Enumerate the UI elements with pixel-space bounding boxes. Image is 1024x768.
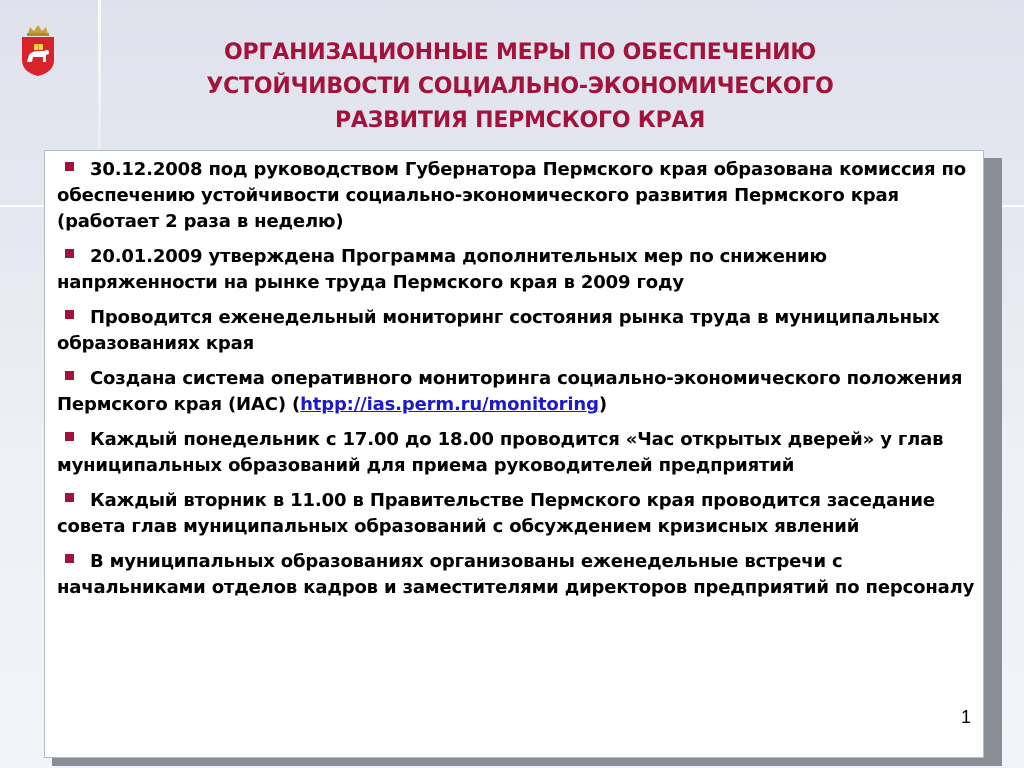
monitoring-link[interactable]: htpp://ias.perm.ru/monitoring xyxy=(300,394,599,415)
measures-list xyxy=(57,157,975,610)
square-bullet-icon xyxy=(65,554,74,563)
list-item-text-end: ) xyxy=(598,394,607,415)
slide-title xyxy=(120,36,920,138)
title-line-1: ОРГАНИЗАЦИОННЫЕ МЕРЫ ПО ОБЕСПЕЧЕНИЮ xyxy=(224,40,816,65)
square-bullet-icon xyxy=(65,493,74,502)
list-item-text: Создана система оперативного мониторинга социально-экономического положения Пермского края (ИАС) ( xyxy=(57,368,963,415)
list-item-text: Проводится еженедельный мониторинг состояния рынка труда в муниципальных образованиях края xyxy=(57,307,940,354)
list-item-text: Каждый понедельник с 17.00 до 18.00 проводится «Час открытых дверей» у глав муниципальных образований для приема руководителей предприятий xyxy=(57,429,944,476)
list-item xyxy=(57,427,975,479)
list-item xyxy=(57,244,975,296)
list-item-text: Каждый вторник в 11.00 в Правительстве Пермского края проводится заседание совета глав муниципальных образований с обсуждением кризисных явлений xyxy=(57,490,935,537)
square-bullet-icon xyxy=(65,432,74,441)
list-item-text: В муниципальных образованиях организованы еженедельные встречи с начальниками отделов кадров и заместителями директоров предприятий по персоналу xyxy=(57,551,975,598)
square-bullet-icon xyxy=(65,162,74,171)
title-line-2: УСТОЙЧИВОСТИ СОЦИАЛЬНО-ЭКОНОМИЧЕСКОГО xyxy=(206,74,834,99)
list-item-text: 30.12.2008 под руководством Губернатора Пермского края образована комиссия по обеспечению устойчивости социально-экономического развития Пермского края (работает 2 раза в неделю) xyxy=(57,159,966,232)
title-line-3: РАЗВИТИЯ ПЕРМСКОГО КРАЯ xyxy=(334,108,706,133)
list-item-text: 20.01.2009 утверждена Программа дополнительных мер по снижению напряженности на рынке труда Пермского края в 2009 году xyxy=(57,246,827,293)
square-bullet-icon xyxy=(65,310,74,319)
decorative-horizontal-line-left xyxy=(0,205,48,207)
list-item xyxy=(57,305,975,357)
page-number: 1 xyxy=(961,707,972,727)
perm-krai-coat-of-arms-icon xyxy=(18,22,58,78)
content-panel xyxy=(44,150,984,758)
square-bullet-icon xyxy=(65,371,74,380)
list-item xyxy=(57,366,975,418)
square-bullet-icon xyxy=(65,249,74,258)
decorative-vertical-line xyxy=(98,0,101,150)
list-item xyxy=(57,549,975,601)
list-item xyxy=(57,157,975,235)
list-item xyxy=(57,488,975,540)
